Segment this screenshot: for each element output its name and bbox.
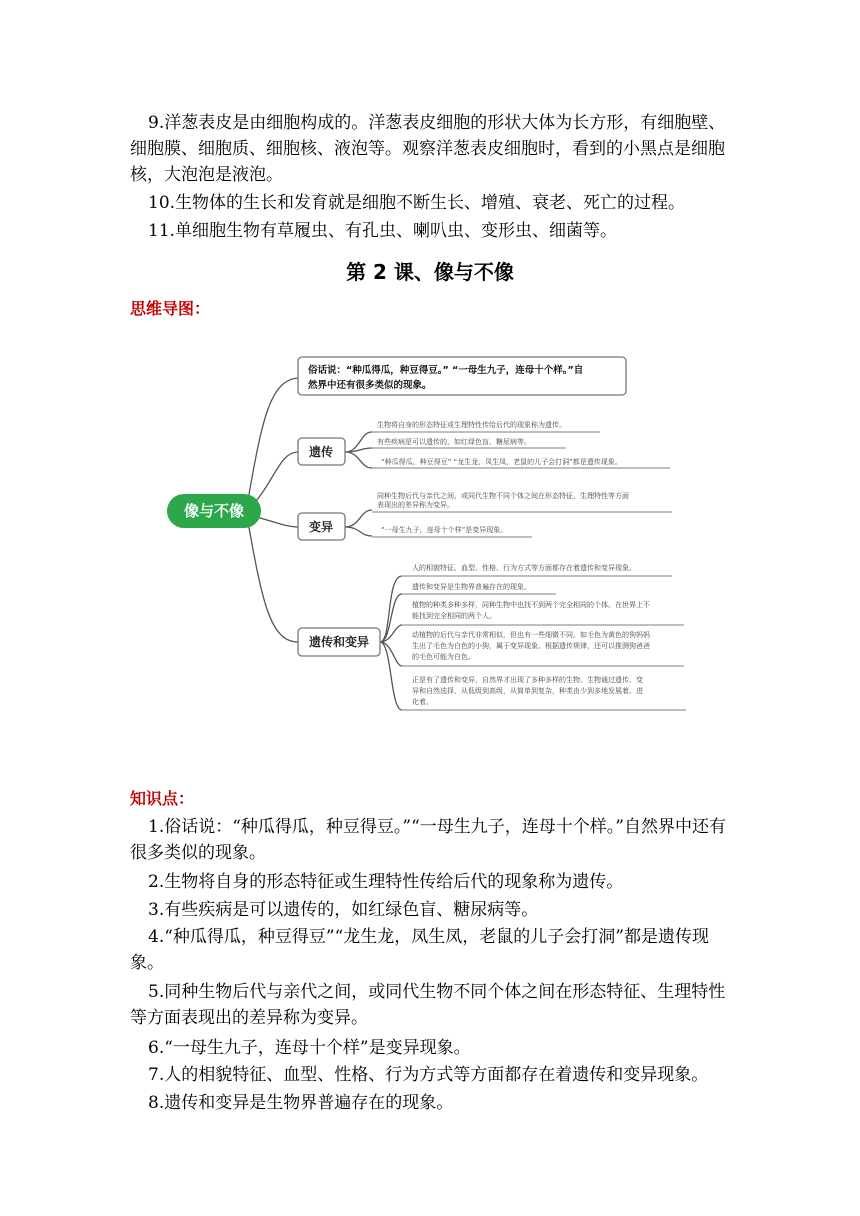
- leaf-both-5: [402, 675, 686, 710]
- knowledge-point-6: 6.“一母生九子，连母十个样”是变异现象。: [148, 1038, 471, 1058]
- link-root-head: [248, 378, 298, 500]
- svg-text:正是有了遗传和变异，自然界才出现了多种多样的生物。生物通过遗: 正是有了遗传和变异，自然界才出现了多种多样的生物。生物通过遗传、变: [412, 676, 643, 684]
- mindmap-root-label: 像与不像: [183, 502, 245, 520]
- leaf-both-2: [402, 582, 556, 594]
- svg-text:同种生物后代与亲代之间，或同代生物不同个体之间在形态特征、生: 同种生物后代与亲代之间，或同代生物不同个体之间在形态特征、生理特性等方面: [377, 492, 629, 500]
- leaf-heredity-3: [372, 457, 670, 468]
- knowledge-point-3: 3.有些疾病是可以遗传的，如红绿色盲、糖尿病等。: [148, 900, 539, 920]
- knowledge-point-1: 1.俗话说：“种瓜得瓜，种豆得豆。”“一母生九子，连母十个样。”自然界中还有很多类似的现象。: [130, 817, 726, 863]
- intro-point-9: 9.洋葱表皮是由细胞构成的。洋葱表皮细胞的形状大体为长方形，有细胞壁、细胞膜、细胞质、细胞核、液泡等。观察洋葱表皮细胞时，看到的小黑点是细胞核，大泡泡是液泡。: [130, 113, 726, 185]
- knowledge-point-4: 4.“种瓜得瓜，种豆得豆”“龙生龙，凤生凤，老鼠的儿子会打洞”都是遗传现象。: [130, 927, 709, 973]
- leaf-both-3: [402, 600, 684, 625]
- lesson-title: 第 2 课、像与不像: [346, 260, 514, 284]
- intro-point-10: 10.生物体的生长和发育就是细胞不断生长、增殖、衰老、死亡的过程。: [148, 193, 686, 213]
- knowledge-point-8: 8.遗传和变异是生物界普遍存在的现象。: [148, 1093, 454, 1113]
- branch-both-label: 遗传和变异: [308, 635, 370, 649]
- svg-text:遗传和变异是生物界普遍存在的现象。: 遗传和变异是生物界普遍存在的现象。: [412, 583, 531, 591]
- leaf-heredity-2: [372, 437, 566, 448]
- mindmap-label: 思维导图：: [130, 299, 211, 318]
- svg-text:“种瓜得瓜，种豆得豆” “龙生龙，凤生凤，老鼠的儿子会打洞”: “种瓜得瓜，种豆得豆” “龙生龙，凤生凤，老鼠的儿子会打洞”都是遗传现象。: [381, 458, 622, 466]
- link-root-both: [248, 522, 298, 642]
- leaf-variation-2: [372, 525, 532, 537]
- link-root-heredity: [252, 452, 298, 506]
- intro-point-11: 11.单细胞生物有草履虫、有孔虫、喇叭虫、变形虫、细菌等。: [148, 221, 618, 241]
- svg-text:人的相貌特征、血型、性格、行为方式等方面都存在着遗传和变异现: 人的相貌特征、血型、性格、行为方式等方面都存在着遗传和变异现象。: [412, 564, 636, 572]
- link-both-leaves: [380, 576, 402, 710]
- leaf-variation-1: [372, 491, 672, 512]
- svg-text:的毛色可能为白色。: 的毛色可能为白色。: [412, 653, 475, 661]
- knowledge-point-5: 5.同种生物后代与亲代之间，或同代生物不同个体之间在形态特征、生理特性等方面表现出的差异称为变异。: [130, 982, 726, 1028]
- svg-text:动植物的后代与亲代非常相似，但也有一些细微不同。如毛色为黄色: 动植物的后代与亲代非常相似，但也有一些细微不同。如毛色为黄色的狗妈妈: [412, 631, 650, 639]
- link-heredity-leaves: [345, 432, 372, 468]
- svg-text:“一母生九子，连母十个样”是变异现象。: “一母生九子，连母十个样”是变异现象。: [381, 526, 508, 534]
- branch-variation-label: 变异: [308, 520, 334, 534]
- mindmap-head-line-1: 俗话说：“种瓜得瓜，种豆得豆。” “一母生九子，连母十个样。”自: [308, 365, 584, 376]
- svg-text:植物的种类多种多样，同种生物中也找不到两个完全相同的个体。在: 植物的种类多种多样，同种生物中也找不到两个完全相同的个体。在世界上不: [412, 601, 650, 609]
- leaf-heredity-1: [372, 420, 600, 432]
- svg-text:表现出的差异称为变异。: 表现出的差异称为变异。: [377, 501, 454, 509]
- link-variation-leaves: [345, 510, 372, 536]
- svg-text:化着。: 化着。: [412, 698, 433, 706]
- svg-text:生出了毛色为白色的小狗，属于变异现象。根据遗传规律，还可以推: 生出了毛色为白色的小狗，属于变异现象。根据遗传规律，还可以推测狗爸爸: [412, 642, 650, 650]
- svg-text:有些疾病是可以遗传的，如红绿色盲、糖尿病等。: 有些疾病是可以遗传的，如红绿色盲、糖尿病等。: [377, 438, 531, 446]
- knowledge-point-2: 2.生物将自身的形态特征或生理特性传给后代的现象称为遗传。: [148, 872, 624, 892]
- knowledge-label: 知识点：: [130, 789, 195, 808]
- svg-text:生物将自身的形态特征或生理特性传给后代的现象称为遗传。: 生物将自身的形态特征或生理特性传给后代的现象称为遗传。: [377, 421, 566, 429]
- branch-heredity-label: 遗传: [308, 445, 334, 459]
- svg-text:能找到完全相同的两个人。: 能找到完全相同的两个人。: [412, 612, 496, 620]
- svg-text:异和自然选择，从低级到高级，从简单到复杂，种类由少到多地发展: 异和自然选择，从低级到高级，从简单到复杂，种类由少到多地发展着、进: [412, 687, 643, 695]
- leaf-both-1: [402, 563, 672, 576]
- mindmap-head-line-2: 然界中还有很多类似的现象。: [308, 380, 432, 391]
- knowledge-point-7: 7.人的相貌特征、血型、性格、行为方式等方面都存在着遗传和变异现象。: [148, 1065, 709, 1085]
- leaf-both-4: [402, 630, 684, 666]
